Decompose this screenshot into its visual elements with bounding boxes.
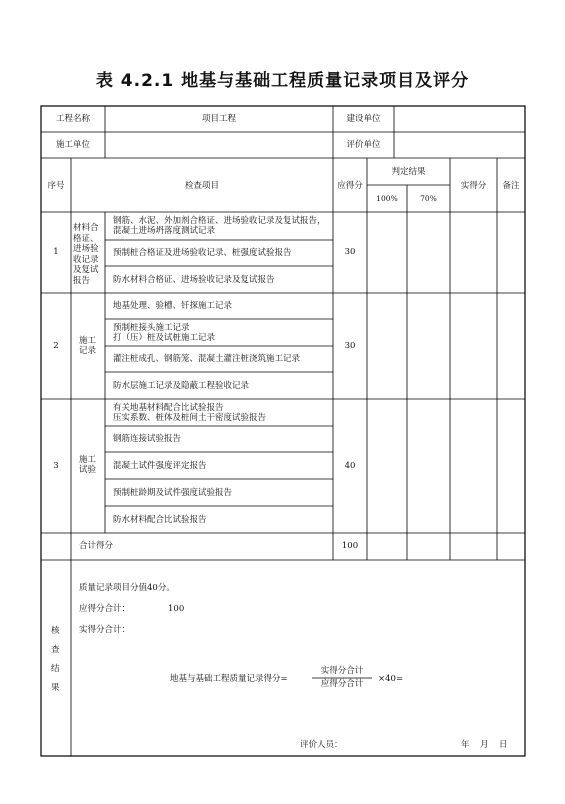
group-2-item-2: 预制桩接头施工记录 打（压）桩及试桩施工记录 bbox=[113, 323, 216, 343]
page-title: 表 4.2.1 地基与基础工程质量记录项目及评分 bbox=[95, 71, 470, 91]
col-due-score: 应得分 bbox=[337, 181, 363, 191]
group-3-item-5: 防水材料配合比试验报告 bbox=[113, 515, 207, 525]
group-1-seq: 1 bbox=[53, 247, 59, 257]
col-pct-70: 70% bbox=[420, 194, 437, 203]
review-line-2-label: 应得分合计： bbox=[79, 604, 131, 614]
date-month: 月 bbox=[480, 740, 489, 750]
group-1-item-1: 钢筋、水泥、外加剂合格证、进场验收记录及复试报告，混凝土进场坍落度测试记录 bbox=[113, 216, 326, 236]
formula-prefix: 地基与基础工程质量记录得分= bbox=[170, 674, 288, 684]
group-1-category: 材料合格证、进场验收记录及复试报告 bbox=[73, 223, 99, 286]
col-judge-result: 判定结果 bbox=[391, 167, 426, 177]
formula-numerator: 实得分合计 bbox=[320, 666, 364, 676]
col-pct-100: 100% bbox=[376, 194, 398, 203]
eval-unit-label: 评价单位 bbox=[346, 140, 381, 150]
project-name-label: 工程名称 bbox=[55, 114, 90, 124]
group-1-item-3: 防水材料合格证、进场验收记录及复试报告 bbox=[113, 275, 275, 285]
formula-suffix: ×40= bbox=[378, 674, 404, 684]
group-3-item-1: 有关地基材料配合比试验报告 压实系数、桩体及桩间土干密度试验报告 bbox=[113, 403, 267, 423]
group-3-score: 40 bbox=[344, 461, 356, 471]
group-3-item-2: 钢筋连接试验报告 bbox=[113, 434, 182, 444]
group-1-item-2: 预制桩合格证及进场验收记录、桩强度试验报告 bbox=[113, 248, 292, 258]
group-3-seq: 3 bbox=[53, 461, 59, 471]
review-label: 核查结果 bbox=[51, 626, 60, 693]
total-score: 100 bbox=[341, 541, 359, 551]
group-3-category: 施工试验 bbox=[79, 455, 97, 475]
group-3-item-4: 预制桩龄期及试件强度试验报告 bbox=[113, 488, 233, 498]
construct-unit-label: 施工单位 bbox=[55, 140, 90, 150]
build-unit-label: 建设单位 bbox=[346, 114, 381, 124]
date-year: 年 bbox=[461, 740, 470, 750]
review-line-2-value: 100 bbox=[168, 604, 185, 614]
group-2-seq: 2 bbox=[53, 341, 59, 351]
project-name-value: 项目工程 bbox=[201, 114, 236, 124]
col-actual-score: 实得分 bbox=[460, 181, 487, 191]
col-seq: 序号 bbox=[47, 181, 65, 191]
group-2-item-3: 灌注桩成孔、钢筋笼、混凝土灌注桩浇筑施工记录 bbox=[113, 354, 301, 364]
group-2-score: 30 bbox=[344, 341, 356, 351]
group-3-item-3: 混凝土试件强度评定报告 bbox=[113, 461, 207, 471]
group-1-score: 30 bbox=[344, 247, 356, 257]
group-2-item-1: 地基处理、验槽、钎探施工记录 bbox=[113, 301, 233, 311]
group-2-category: 施工记录 bbox=[79, 336, 97, 356]
evaluator-label: 评价人员： bbox=[300, 740, 343, 750]
total-label: 合计得分 bbox=[79, 541, 114, 551]
col-check-items: 检查项目 bbox=[184, 181, 219, 191]
group-2-item-4: 防水层施工记录及隐蔽工程验收记录 bbox=[113, 381, 250, 391]
review-line-3: 实得分合计： bbox=[79, 625, 131, 635]
formula-denominator: 应得分合计 bbox=[320, 679, 364, 689]
date-day: 日 bbox=[499, 740, 508, 750]
col-remark: 备注 bbox=[502, 181, 520, 191]
review-line-1: 质量记录项目分值40分。 bbox=[79, 583, 175, 593]
